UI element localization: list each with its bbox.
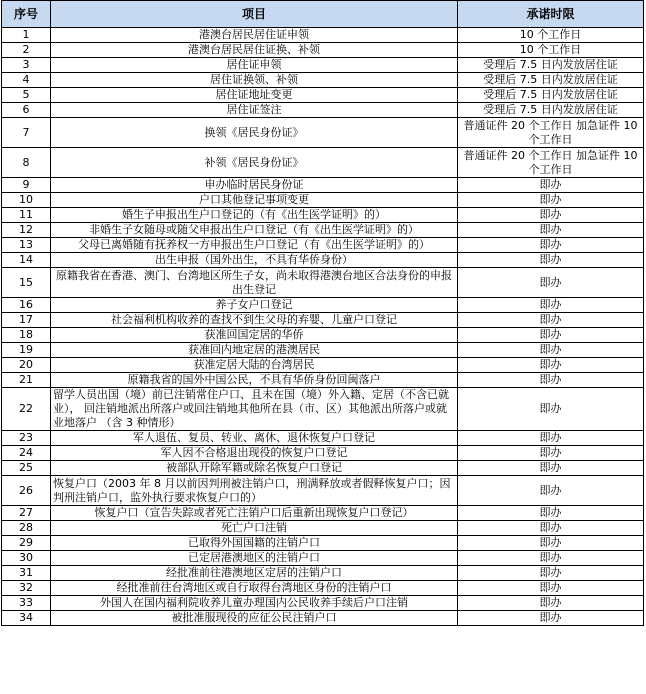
row-serial-number: 10 <box>2 193 51 208</box>
table-row <box>2 476 644 506</box>
row-time-limit: 即办 <box>458 521 644 536</box>
row-serial-number: 17 <box>2 313 51 328</box>
table-row <box>2 506 644 521</box>
row-item: 社会福利机构收养的查找不到生父母的弃婴、儿童户口登记 <box>51 313 458 328</box>
table-row <box>2 103 644 118</box>
table-row <box>2 238 644 253</box>
table-row <box>2 358 644 373</box>
row-time-limit: 即办 <box>458 358 644 373</box>
row-time-limit: 即办 <box>458 373 644 388</box>
row-time-limit: 即办 <box>458 253 644 268</box>
row-serial-number: 15 <box>2 268 51 298</box>
row-item: 获准回内地定居的港澳居民 <box>51 343 458 358</box>
table-row <box>2 43 644 58</box>
row-time-limit: 受理后 7.5 日内发放居住证 <box>458 103 644 118</box>
row-item: 已取得外国国籍的注销户口 <box>51 536 458 551</box>
row-serial-number: 25 <box>2 461 51 476</box>
row-time-limit: 受理后 7.5 日内发放居住证 <box>458 73 644 88</box>
row-time-limit: 即办 <box>458 551 644 566</box>
row-item: 死亡户口注销 <box>51 521 458 536</box>
row-time-limit: 即办 <box>458 328 644 343</box>
row-serial-number: 16 <box>2 298 51 313</box>
table-row <box>2 118 644 148</box>
row-serial-number: 31 <box>2 566 51 581</box>
row-serial-number: 14 <box>2 253 51 268</box>
row-item: 获准定居大陆的台湾居民 <box>51 358 458 373</box>
row-item: 获准回国定居的华侨 <box>51 328 458 343</box>
row-serial-number: 5 <box>2 88 51 103</box>
row-time-limit: 即办 <box>458 223 644 238</box>
row-item: 非婚生子女随母或随父申报出生户口登记（有《出生医学证明》的） <box>51 223 458 238</box>
row-serial-number: 28 <box>2 521 51 536</box>
row-serial-number: 8 <box>2 148 51 178</box>
row-time-limit: 受理后 7.5 日内发放居住证 <box>458 58 644 73</box>
row-time-limit: 普通证件 20 个工作日 加急证件 10 个工作日 <box>458 118 644 148</box>
row-item: 申办临时居民身份证 <box>51 178 458 193</box>
row-item: 婚生子申报出生户口登记的（有《出生医学证明》的） <box>51 208 458 223</box>
row-serial-number: 24 <box>2 446 51 461</box>
row-time-limit: 即办 <box>458 461 644 476</box>
row-serial-number: 27 <box>2 506 51 521</box>
table-row <box>2 223 644 238</box>
row-time-limit: 即办 <box>458 536 644 551</box>
row-serial-number: 21 <box>2 373 51 388</box>
table-row <box>2 388 644 431</box>
row-serial-number: 30 <box>2 551 51 566</box>
row-item: 恢复户口（2003 年 8 月以前因判刑被注销户口，刑满释放或者假释恢复户口；因判刑注销户口，监外执行要求恢复户口的） <box>51 476 458 506</box>
table-row <box>2 446 644 461</box>
row-serial-number: 9 <box>2 178 51 193</box>
row-time-limit: 10 个工作日 <box>458 43 644 58</box>
row-item: 出生申报（国外出生，不具有华侨身份） <box>51 253 458 268</box>
row-item: 港澳台居民居住证申领 <box>51 28 458 43</box>
row-time-limit: 即办 <box>458 581 644 596</box>
row-serial-number: 12 <box>2 223 51 238</box>
table-row <box>2 343 644 358</box>
header-item: 项目 <box>51 1 458 28</box>
row-time-limit: 即办 <box>458 313 644 328</box>
row-item: 养子女户口登记 <box>51 298 458 313</box>
table-row <box>2 313 644 328</box>
row-item: 户口其他登记事项变更 <box>51 193 458 208</box>
row-time-limit: 即办 <box>458 343 644 358</box>
row-item: 港澳台居民居住证换、补领 <box>51 43 458 58</box>
row-serial-number: 26 <box>2 476 51 506</box>
table-row <box>2 611 644 626</box>
table-row <box>2 551 644 566</box>
table-row <box>2 431 644 446</box>
row-item: 留学人员出国（境）前已注销常住户口、且未在国（境）外入籍、定居（不含已就业）， 回注销地派出所落户或回注销地其他所在县（市、区）其他派出所落户或就业地落户 （含 3 种情形） <box>51 388 458 431</box>
header-serial-number: 序号 <box>2 1 51 28</box>
table-row <box>2 28 644 43</box>
table-row <box>2 88 644 103</box>
row-time-limit: 即办 <box>458 388 644 431</box>
row-time-limit: 即办 <box>458 193 644 208</box>
table-row <box>2 193 644 208</box>
row-serial-number: 7 <box>2 118 51 148</box>
row-serial-number: 33 <box>2 596 51 611</box>
row-serial-number: 11 <box>2 208 51 223</box>
row-item: 军人退伍、复员、转业、离休、退休恢复户口登记 <box>51 431 458 446</box>
row-serial-number: 22 <box>2 388 51 431</box>
row-item: 居住证签注 <box>51 103 458 118</box>
table-row <box>2 298 644 313</box>
row-item: 父母已离婚随有抚养权一方申报出生户口登记（有《出生医学证明》的） <box>51 238 458 253</box>
table-row <box>2 148 644 178</box>
row-serial-number: 32 <box>2 581 51 596</box>
row-serial-number: 4 <box>2 73 51 88</box>
header-time-limit: 承诺时限 <box>458 1 644 28</box>
row-serial-number: 2 <box>2 43 51 58</box>
row-item: 军人因不合格退出现役的恢复户口登记 <box>51 446 458 461</box>
row-serial-number: 20 <box>2 358 51 373</box>
row-serial-number: 19 <box>2 343 51 358</box>
table-row <box>2 208 644 223</box>
table-row <box>2 461 644 476</box>
row-time-limit: 即办 <box>458 238 644 253</box>
row-item: 原籍我省在香港、澳门、台湾地区所生子女，尚未取得港澳台地区合法身份的申报出生登记 <box>51 268 458 298</box>
row-item: 居住证地址变更 <box>51 88 458 103</box>
row-serial-number: 34 <box>2 611 51 626</box>
table-row <box>2 178 644 193</box>
row-item: 居住证换领、补领 <box>51 73 458 88</box>
row-time-limit: 即办 <box>458 298 644 313</box>
row-item: 外国人在国内福利院收养儿童办理国内公民收养手续后户口注销 <box>51 596 458 611</box>
row-item: 被批准服现役的应征公民注销户口 <box>51 611 458 626</box>
table-row <box>2 566 644 581</box>
row-item: 恢复户口（宣告失踪或者死亡注销户口后重新出现恢复户口登记） <box>51 506 458 521</box>
row-time-limit: 即办 <box>458 596 644 611</box>
row-item: 被部队开除军籍或除名恢复户口登记 <box>51 461 458 476</box>
table-row <box>2 328 644 343</box>
row-serial-number: 18 <box>2 328 51 343</box>
row-time-limit: 即办 <box>458 476 644 506</box>
row-serial-number: 6 <box>2 103 51 118</box>
table-row <box>2 596 644 611</box>
row-time-limit: 普通证件 20 个工作日 加急证件 10 个工作日 <box>458 148 644 178</box>
row-time-limit: 即办 <box>458 611 644 626</box>
table-row <box>2 268 644 298</box>
row-time-limit: 即办 <box>458 178 644 193</box>
row-serial-number: 23 <box>2 431 51 446</box>
table-row <box>2 581 644 596</box>
table-row <box>2 73 644 88</box>
row-item: 换领《居民身份证》 <box>51 118 458 148</box>
row-serial-number: 1 <box>2 28 51 43</box>
row-time-limit: 即办 <box>458 208 644 223</box>
row-time-limit: 10 个工作日 <box>458 28 644 43</box>
row-item: 居住证申领 <box>51 58 458 73</box>
row-item: 已定居港澳地区的注销户口 <box>51 551 458 566</box>
row-serial-number: 3 <box>2 58 51 73</box>
row-serial-number: 29 <box>2 536 51 551</box>
row-item: 原籍我省的国外中国公民，不具有华侨身份回闽落户 <box>51 373 458 388</box>
row-item: 经批准前往港澳地区定居的注销户口 <box>51 566 458 581</box>
row-serial-number: 13 <box>2 238 51 253</box>
table-row <box>2 536 644 551</box>
row-time-limit: 即办 <box>458 446 644 461</box>
table-row <box>2 521 644 536</box>
commitment-time-table <box>1 0 644 626</box>
row-item: 补领《居民身份证》 <box>51 148 458 178</box>
table-row <box>2 58 644 73</box>
row-time-limit: 受理后 7.5 日内发放居住证 <box>458 88 644 103</box>
row-time-limit: 即办 <box>458 431 644 446</box>
table-row <box>2 253 644 268</box>
table-row <box>2 373 644 388</box>
row-time-limit: 即办 <box>458 566 644 581</box>
row-time-limit: 即办 <box>458 506 644 521</box>
row-item: 经批准前往台湾地区或自行取得台湾地区身份的注销户口 <box>51 581 458 596</box>
row-time-limit: 即办 <box>458 268 644 298</box>
table-header-row <box>2 1 644 28</box>
